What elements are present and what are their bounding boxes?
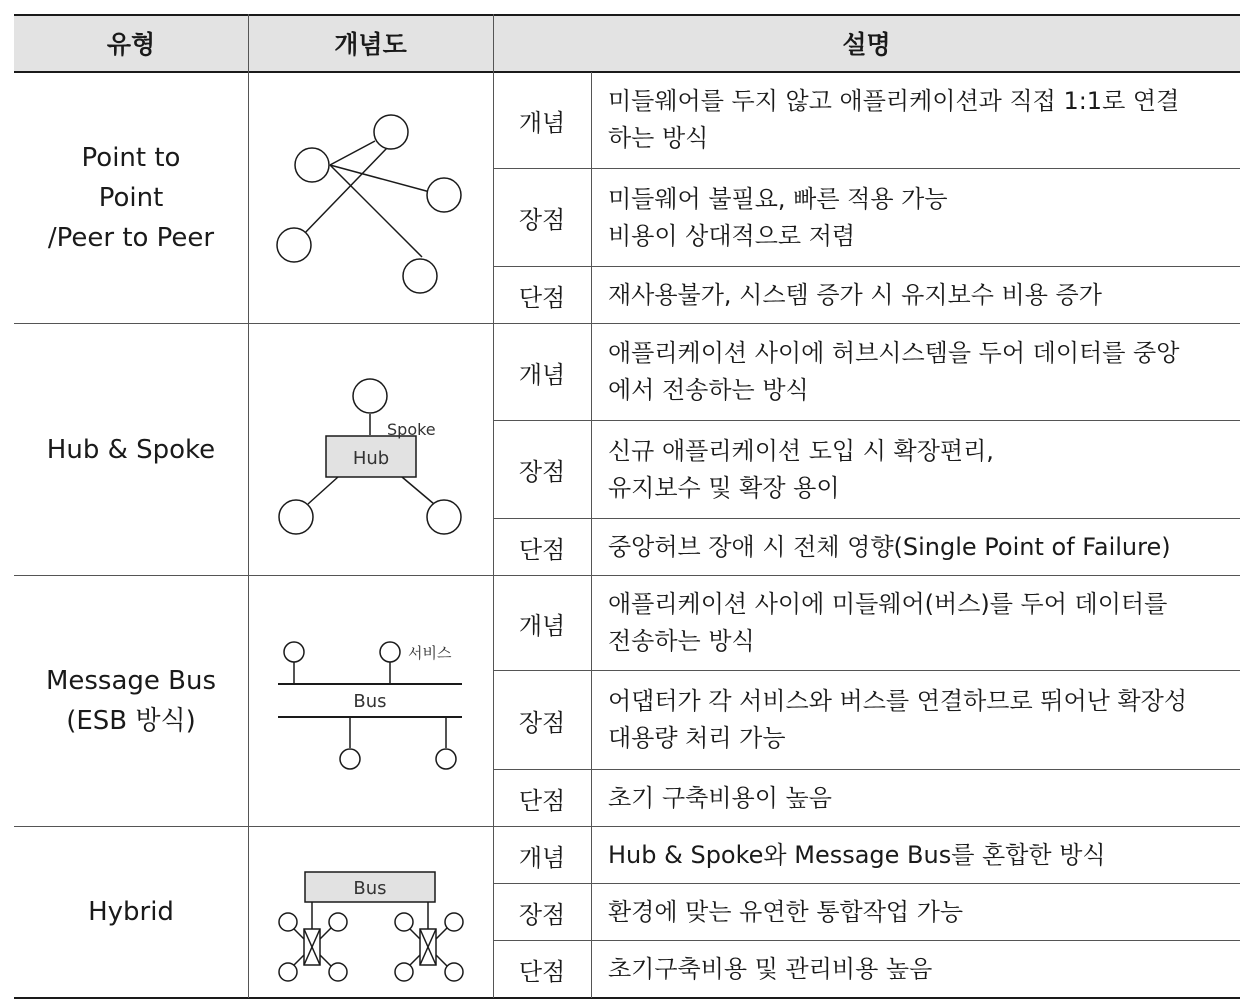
node-circle	[329, 963, 347, 981]
type-hybrid: Hybrid	[88, 897, 174, 927]
header-type: 유형	[106, 30, 156, 59]
label-concept: 개념	[518, 360, 566, 389]
node-circle	[445, 913, 463, 931]
description-text: 신규 애플리케이션 도입 시 확장편리, 유지보수 및 확장 용이	[608, 436, 994, 502]
table-bottom-rule	[14, 997, 1240, 999]
description-text: 어댑터가 각 서비스와 버스를 연결하므로 뛰어난 확장성 대용량 처리 가능	[608, 687, 1188, 752]
spoke-line	[308, 477, 338, 504]
hub-cluster-left	[279, 913, 347, 981]
bus-label: Bus	[353, 878, 387, 899]
service-node	[380, 642, 400, 662]
hybrid-diagram	[248, 827, 493, 997]
description-text: 미들웨어 불필요, 빠른 적용 가능 비용이 상대적으로 저렴	[608, 184, 948, 250]
point-to-point-diagram	[248, 72, 493, 323]
label-concept: 개념	[518, 611, 566, 640]
description-text: 미들웨어를 두지 않고 애플리케이션과 직접 1:1로 연결 하는 방식	[608, 87, 1180, 152]
label-concept: 개념	[518, 843, 566, 872]
node-circle	[279, 913, 297, 931]
label-advantage: 장점	[518, 206, 566, 234]
node-circle	[279, 500, 313, 534]
column-divider	[591, 72, 592, 998]
node-circle	[295, 148, 329, 182]
service-node	[284, 642, 304, 662]
bus-label: Bus	[353, 691, 387, 712]
description-text: Hub & Spoke와 Message Bus를 혼합한 방식	[608, 840, 1106, 869]
node-circle	[445, 963, 463, 981]
description-text: 재사용불가, 시스템 증가 시 유지보수 비용 증가	[608, 280, 1102, 309]
label-disadvantage: 단점	[518, 535, 566, 564]
label-advantage: 장점	[518, 458, 566, 486]
header-diagram: 개념도	[334, 30, 407, 59]
label-concept: 개념	[518, 108, 566, 137]
hub-and-spoke-diagram	[248, 324, 493, 575]
type-message-bus: Message Bus (ESB 방식)	[45, 666, 217, 736]
node-circle	[395, 913, 413, 931]
connection-line	[330, 165, 422, 257]
description-text: 애플리케이션 사이에 미들웨어(버스)를 두어 데이터를 전송하는 방식	[608, 590, 1168, 655]
description-text: 초기구축비용 및 관리비용 높음	[608, 954, 933, 983]
label-disadvantage: 단점	[518, 957, 566, 986]
label-disadvantage: 단점	[518, 786, 566, 815]
header-description: 설명	[842, 30, 891, 59]
description-text: 환경에 맞는 유연한 통합작업 가능	[608, 897, 964, 926]
node-circle	[277, 228, 311, 262]
node-circle	[427, 178, 461, 212]
node-circle	[395, 963, 413, 981]
label-advantage: 장점	[518, 708, 566, 737]
node-circle	[329, 913, 347, 931]
node-circle	[374, 115, 408, 149]
integration-types-table	[14, 14, 1240, 999]
type-hub-and-spoke: Hub & Spoke	[46, 434, 216, 465]
spoke-line	[402, 477, 434, 504]
hub-label: Hub	[352, 448, 390, 469]
description-text: 초기 구축비용이 높음	[608, 783, 832, 812]
connection-line	[330, 165, 430, 192]
node-circle	[279, 963, 297, 981]
label-disadvantage: 단점	[518, 283, 566, 312]
connection-line	[330, 141, 375, 165]
node-circle	[353, 379, 387, 413]
service-node	[340, 749, 360, 769]
description-text: 중앙허브 장애 시 전체 영향(Single Point of Failure)	[608, 532, 1171, 561]
hub-cluster-right	[395, 913, 463, 981]
message-bus-diagram	[248, 576, 493, 826]
service-label: 서비스	[408, 644, 452, 662]
label-advantage: 장점	[518, 900, 566, 929]
spoke-label: Spoke	[387, 420, 436, 439]
service-node	[436, 749, 456, 769]
description-text: 애플리케이션 사이에 허브시스템을 두어 데이터를 중앙 에서 전송하는 방식	[608, 339, 1180, 404]
node-circle	[427, 500, 461, 534]
node-circle	[403, 259, 437, 293]
type-point-to-point: Point to Point /Peer to Peer	[47, 142, 215, 253]
